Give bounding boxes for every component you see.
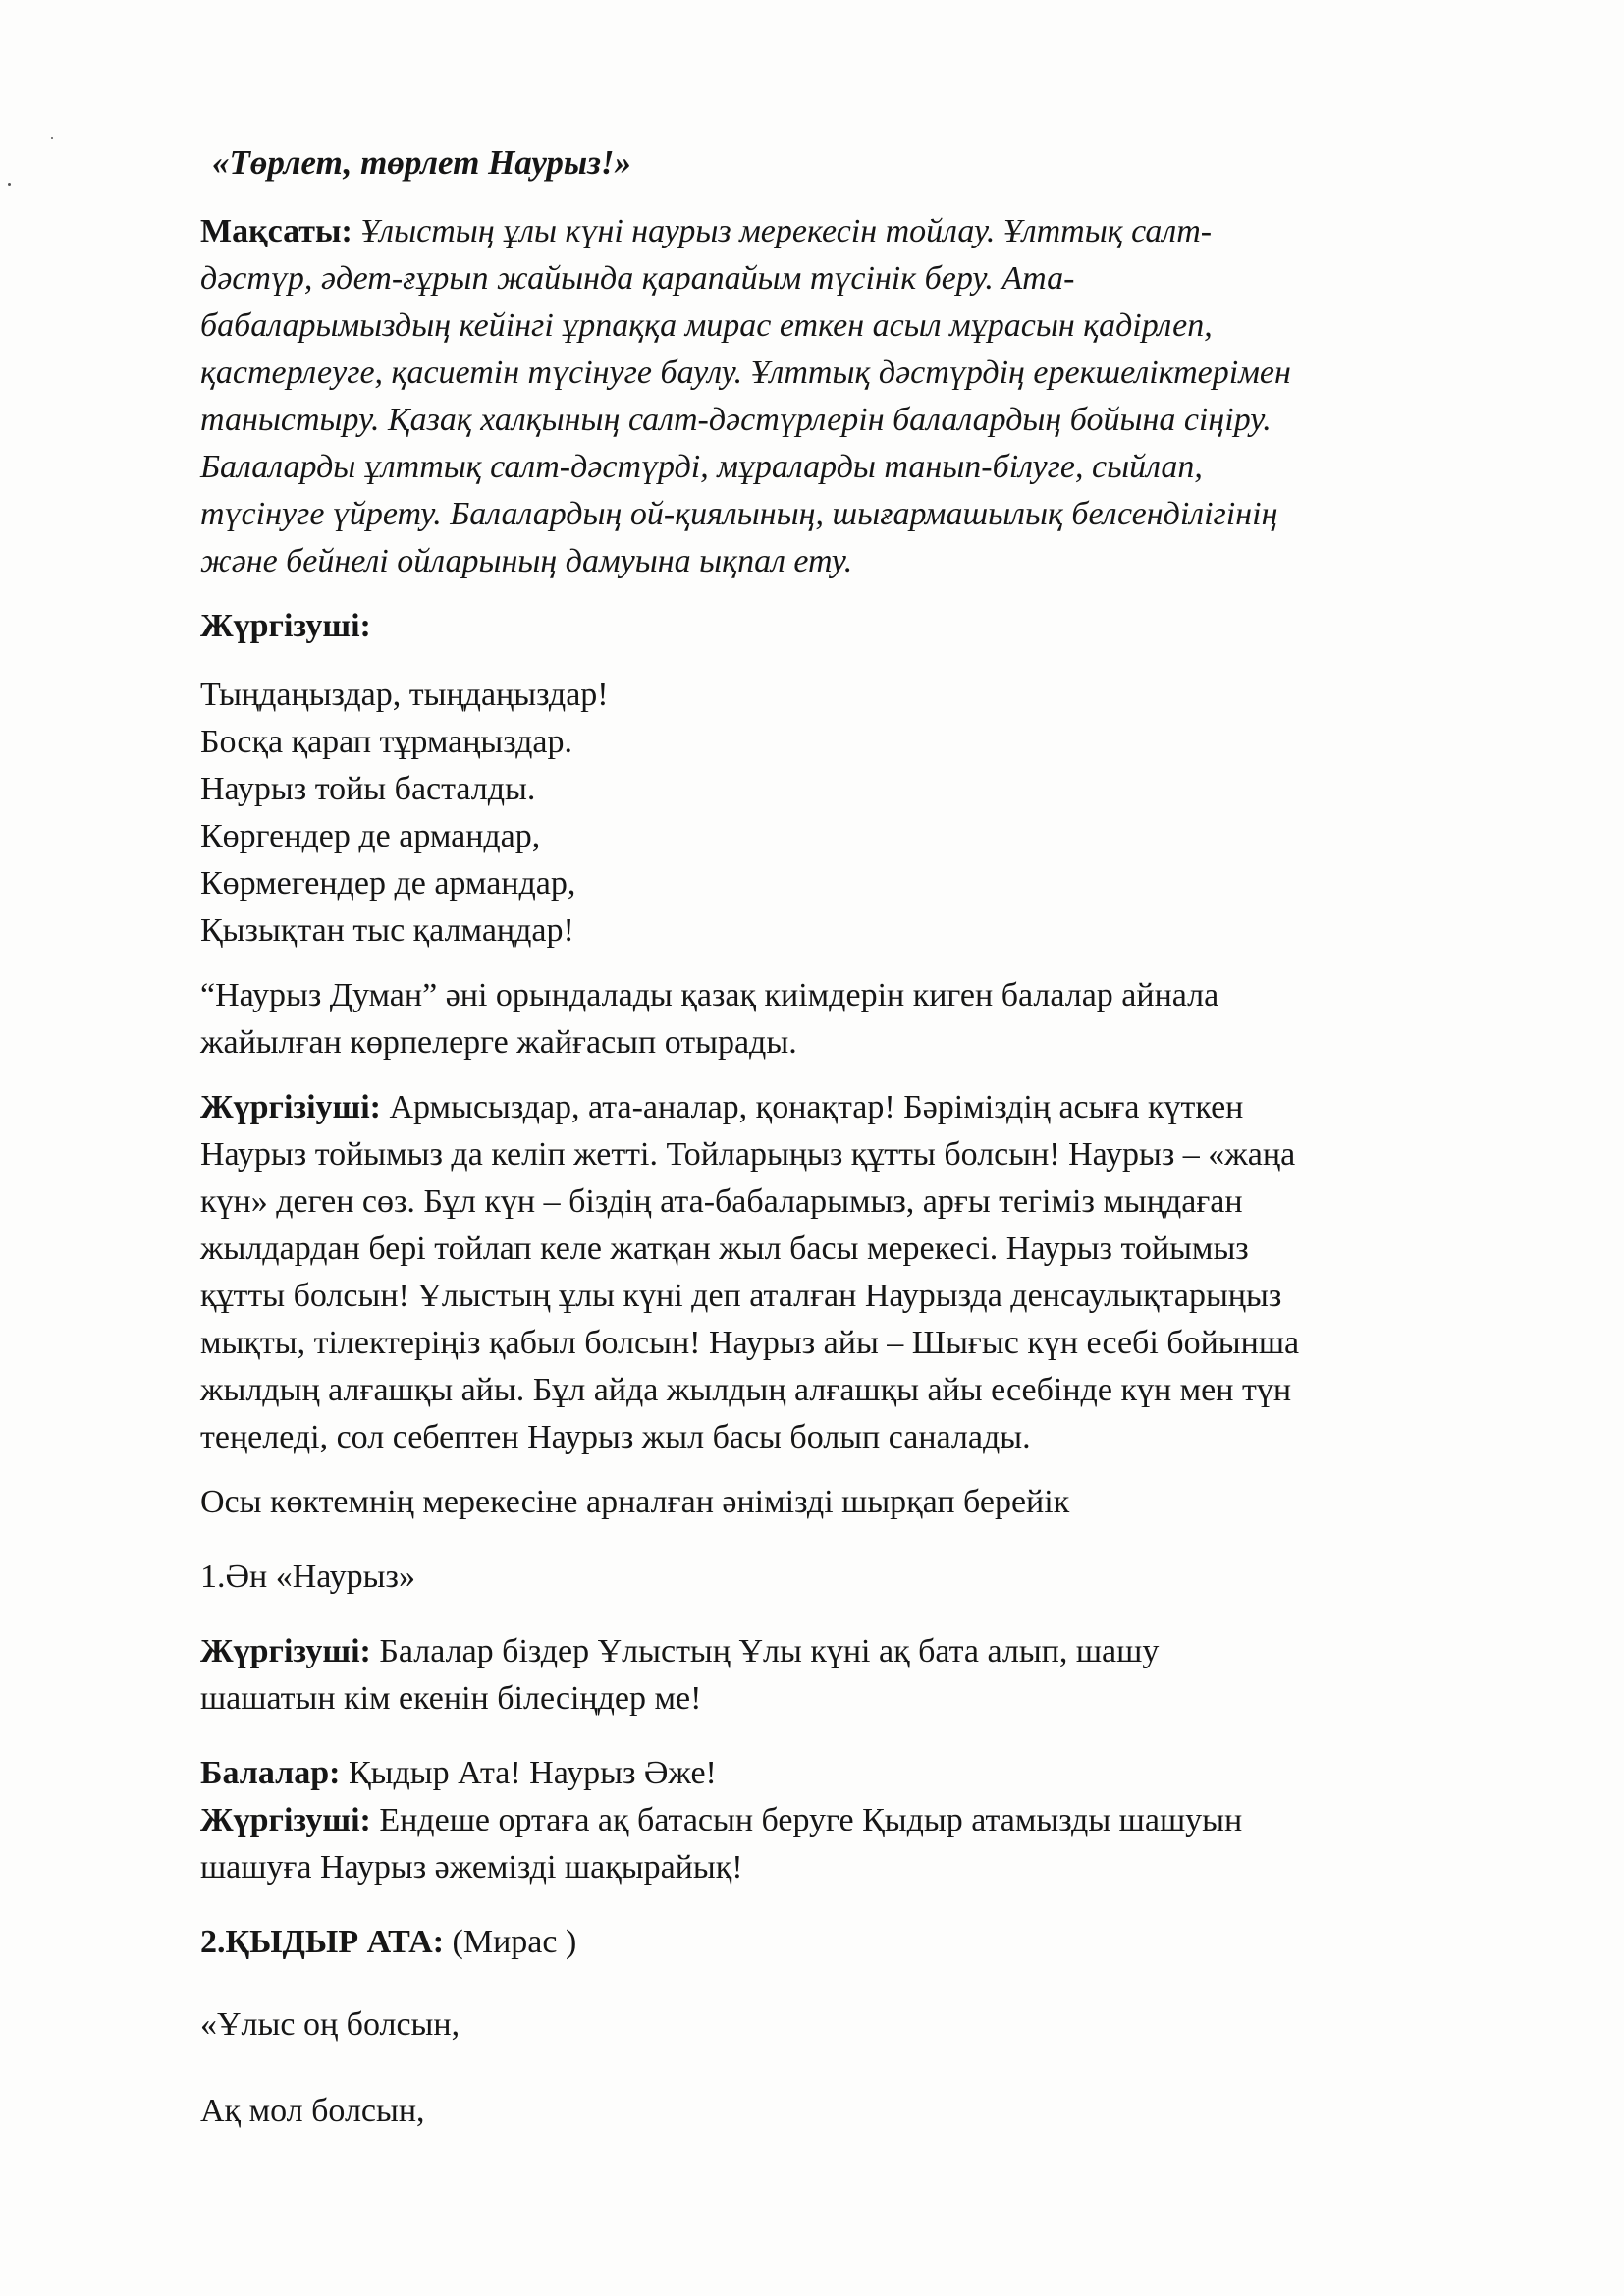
aim-paragraph — [200, 208, 1477, 585]
host-speech-line: Армысыздар, ата-аналар, қонақтар! Бәріміздің асыға күткен — [381, 1089, 1244, 1125]
host-question-label: Жүргізуші: — [200, 1633, 371, 1669]
poem-line: Босқа қарап тұрмаңыздар. — [200, 724, 572, 760]
blessing-line: «Ұлыс оң болсын, — [200, 2006, 460, 2043]
host-heading: Жүргізуші: — [200, 608, 371, 644]
host-speech-line: құтты болсын! Ұлыстың ұлы күні деп аталған Наурызда денсаулықтарыңыз — [200, 1278, 1282, 1314]
section-two-note: (Мирас ) — [444, 1924, 577, 1960]
host-invite-line: Ендеше ортаға ақ батасын беруге Қыдыр атамызды шашуын — [370, 1802, 1243, 1838]
children-answer-label: Балалар: — [200, 1755, 341, 1791]
host-speech-line: жылдың алғашқы айы. Бұл айда жылдың алғашқы айы есебінде күн мен түн — [200, 1372, 1292, 1408]
host-speech-line: күн» деген сөз. Бұл күн – біздің ата-бабаларымыз, арғы тегіміз мыңдаған — [200, 1183, 1243, 1220]
document-body — [200, 139, 1477, 2174]
song-note-line: жайылған көрпелерге жайғасып отырады. — [200, 1024, 797, 1061]
poem-line: Көргендер де армандар, — [200, 818, 541, 854]
aim-line: Ұлыстың ұлы күні наурыз мерекесін тойлау. Ұлттық салт- — [352, 213, 1213, 249]
host-question-line: Балалар біздер Ұлыстың Ұлы күні ақ бата алып, шашу — [370, 1633, 1160, 1669]
aim-line: дәстүр, әдет-ғұрып жайында қарапайым түсінік беру. Ата- — [200, 260, 1075, 297]
host-question — [200, 1628, 1477, 1722]
blessing-line: Ақ мол болсын, — [200, 2093, 425, 2129]
aim-line: қастерлеуге, қасиетін түсінуге баулу. Ұлттық дәстүрдің ерекшеліктерімен — [200, 355, 1291, 391]
song-note — [200, 972, 1477, 1066]
aim-label: Мақсаты: — [200, 213, 352, 249]
poem-line: Тыңдаңыздар, тыңдаңыздар! — [200, 677, 609, 713]
aim-line: және бейнелі ойларының дамуына ықпал ету. — [200, 543, 853, 579]
aim-line: Балаларды ұлттық салт-дәстүрді, мұраларды танып-білуге, сыйлап, — [200, 449, 1203, 485]
host-speech-line: Наурыз тойымыз да келіп жетті. Тойларыңыз құтты болсын! Наурыз – «жаңа — [200, 1136, 1296, 1173]
host-speech-line: жылдардан бері тойлап келе жатқан жыл басы мерекесі. Наурыз тойымыз — [200, 1230, 1249, 1267]
scan-speck — [8, 183, 11, 186]
song-one: 1.Ән «Наурыз» — [200, 1558, 415, 1595]
host-speech-label: Жүргізіуші: — [200, 1089, 381, 1125]
host-speech-line: теңеледі, сол себептен Наурыз жыл басы болып саналады. — [200, 1419, 1031, 1455]
host-speech-line: мықты, тілектеріңіз қабыл болсын! Наурыз айы – Шығыс күн есебі бойынша — [200, 1325, 1300, 1361]
host-question-line: шашатын кім екенін білесіңдер ме! — [200, 1680, 702, 1717]
aim-line: таныстыру. Қазақ халқының салт-дәстүрлерін балалардың бойына сіңіру. — [200, 402, 1272, 438]
poem-line: Көрмегендер де армандар, — [200, 865, 576, 902]
section-two-heading — [200, 1919, 1477, 1966]
host-invite — [200, 1797, 1477, 1891]
invite-line: Осы көктемнің мерекесіне арналған әнімізді шырқап берейік — [200, 1484, 1070, 1520]
children-answer-text: Қыдыр Ата! Наурыз Әже! — [340, 1755, 717, 1791]
host-invite-label: Жүргізуші: — [200, 1802, 371, 1838]
children-answer — [200, 1750, 1477, 1797]
host-speech — [200, 1084, 1477, 1461]
host-poem — [200, 672, 1477, 955]
host-invite-line: шашуға Наурыз әжемізді шақырайық! — [200, 1849, 743, 1886]
document-title: «Төрлет, төрлет Наурыз!» — [212, 143, 631, 182]
poem-line: Қызықтан тыс қалмаңдар! — [200, 912, 574, 949]
scan-speck — [51, 137, 53, 139]
aim-line: бабаларымыздың кейінгі ұрпаққа мирас еткен асыл мұрасын қадірлеп, — [200, 307, 1213, 344]
aim-line: түсінуге үйрету. Балалардың ой-қиялының, шығармашылық белсенділігінің — [200, 496, 1278, 532]
section-two-label: 2.ҚЫДЫР АТА: — [200, 1924, 445, 1960]
poem-line: Наурыз тойы басталды. — [200, 771, 536, 807]
song-note-line: “Наурыз Думан” әні орындалады қазақ киімдерін киген балалар айнала — [200, 977, 1219, 1013]
